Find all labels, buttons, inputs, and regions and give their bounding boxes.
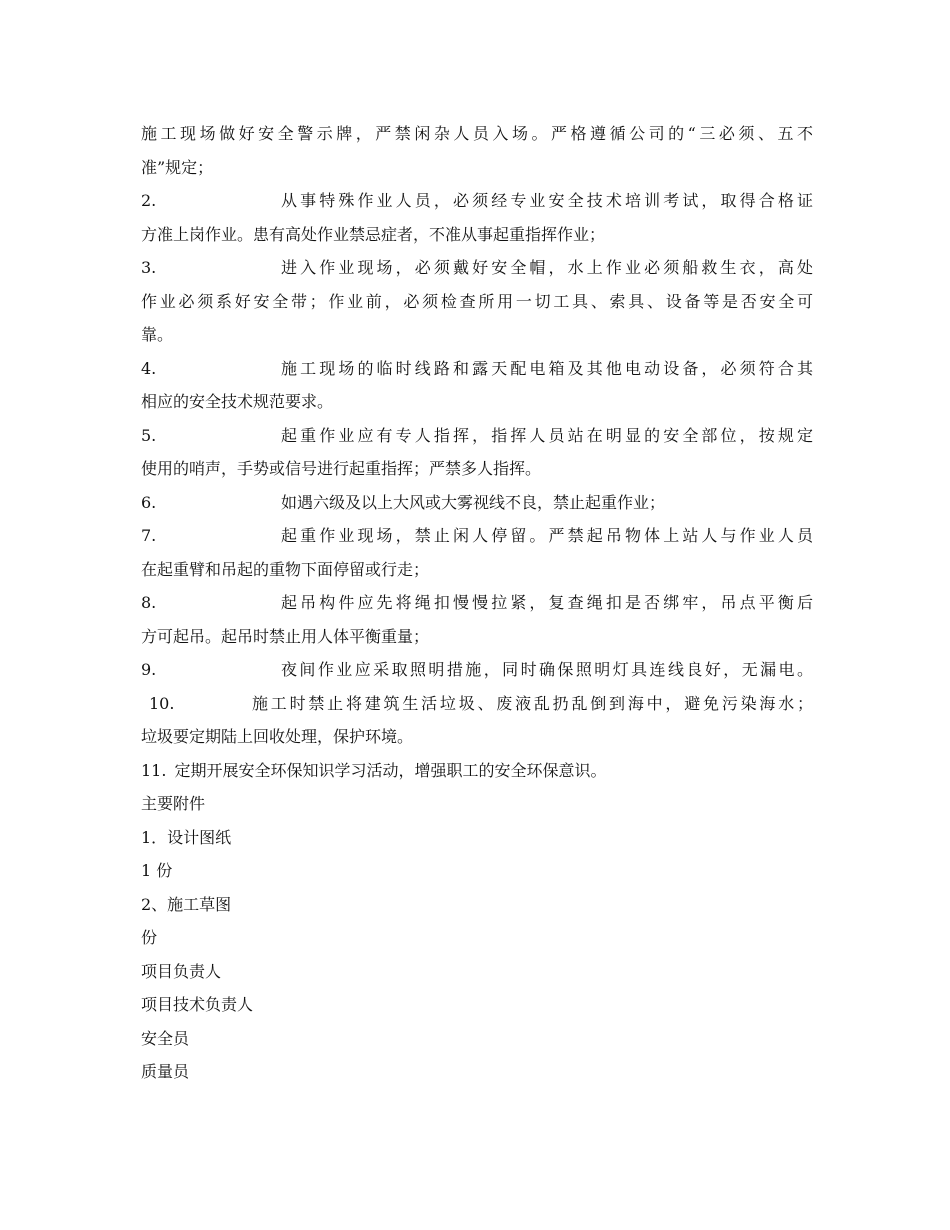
signature-line: 项目技术负责人 xyxy=(141,995,254,1014)
item-text: 从事特殊作业人员，必须经专业安全技术培训考试，取得合格证 xyxy=(281,191,813,210)
item-number: 3. xyxy=(141,258,157,277)
list-item xyxy=(141,754,813,788)
list-item xyxy=(141,184,813,218)
item-number: 8. xyxy=(141,593,157,612)
item-text: 如遇六级及以上大风或大雾视线不良，禁止起重作业； xyxy=(281,492,666,512)
item-continuation: 相应的安全技术规范要求。 xyxy=(141,392,334,411)
signature-line: 质量员 xyxy=(141,1062,190,1081)
item-continuation: 方可起吊。起吊时禁止用人体平衡重量； xyxy=(141,626,430,646)
attachments-title: 主要附件 xyxy=(141,794,206,813)
list-item xyxy=(141,251,813,285)
attachment-line: 份 xyxy=(141,928,158,947)
item-number: 5. xyxy=(141,425,157,445)
item-text: 起重作业现场，禁止闲人停留。严禁起吊物体上站人与作业人员 xyxy=(281,526,813,545)
item-number: 9. xyxy=(141,660,157,679)
document-body xyxy=(141,117,813,1089)
signature-line: 项目负责人 xyxy=(141,961,222,981)
item-continuation: 作业必须系好安全带；作业前，必须检查所用一切工具、索具、设备等是否安全可 xyxy=(141,291,813,311)
signature-line: 安全员 xyxy=(141,1028,190,1048)
list-item xyxy=(141,687,813,721)
attachment-line: 1．设计图纸 xyxy=(141,827,232,847)
item-continuation: 使用的哨声，手势或信号进行起重指挥；严禁多人指挥。 xyxy=(141,459,542,478)
item-continuation: 在起重臂和吊起的重物下面停留或行走； xyxy=(141,559,430,579)
item-text: 夜间作业应采取照明措施，同时确保照明灯具连线良好，无漏电。 xyxy=(281,660,813,679)
item-number: 11. xyxy=(141,760,167,780)
item-text: 施工时禁止将建筑生活垃圾、废液乱扔乱倒到海中，避免污染海水； xyxy=(252,693,813,713)
item-number: 10. xyxy=(149,693,175,713)
intro-line: 准”规定； xyxy=(141,157,214,177)
item-number: 6. xyxy=(141,492,157,512)
list-item xyxy=(141,352,813,386)
attachment-line: 2、施工草图 xyxy=(141,894,232,914)
list-item xyxy=(141,486,813,520)
item-text: 起吊构件应先将绳扣慢慢拉紧，复查绳扣是否绑牢，吊点平衡后 xyxy=(281,593,813,612)
list-item xyxy=(141,586,813,620)
item-text: 施工现场的临时线路和露天配电箱及其他电动设备，必须符合其 xyxy=(281,358,813,378)
item-continuation: 方准上岗作业。患有高处作业禁忌症者，不准从事起重指挥作业； xyxy=(141,224,606,244)
item-text: 定期开展安全环保知识学习活动，增强职工的安全环保意识。 xyxy=(174,760,607,780)
list-item xyxy=(141,653,813,687)
item-text: 进入作业现场，必须戴好安全帽，水上作业必须船救生衣，高处 xyxy=(281,258,813,277)
list-item xyxy=(141,519,813,553)
item-number: 7. xyxy=(141,526,157,545)
item-number: 4. xyxy=(141,358,157,378)
item-text: 起重作业应有专人指挥，指挥人员站在明显的安全部位，按规定 xyxy=(281,425,813,445)
item-number: 2. xyxy=(141,191,157,210)
item-continuation: 靠。 xyxy=(141,325,174,344)
item-continuation: 垃圾要定期陆上回收处理，保护环境。 xyxy=(141,727,414,746)
attachment-line: 1 份 xyxy=(141,861,173,880)
intro-line: 施工现场做好安全警示牌，严禁闲杂人员入场。严格遵循公司的“三必须、五不 xyxy=(141,124,813,143)
list-item xyxy=(141,419,813,453)
